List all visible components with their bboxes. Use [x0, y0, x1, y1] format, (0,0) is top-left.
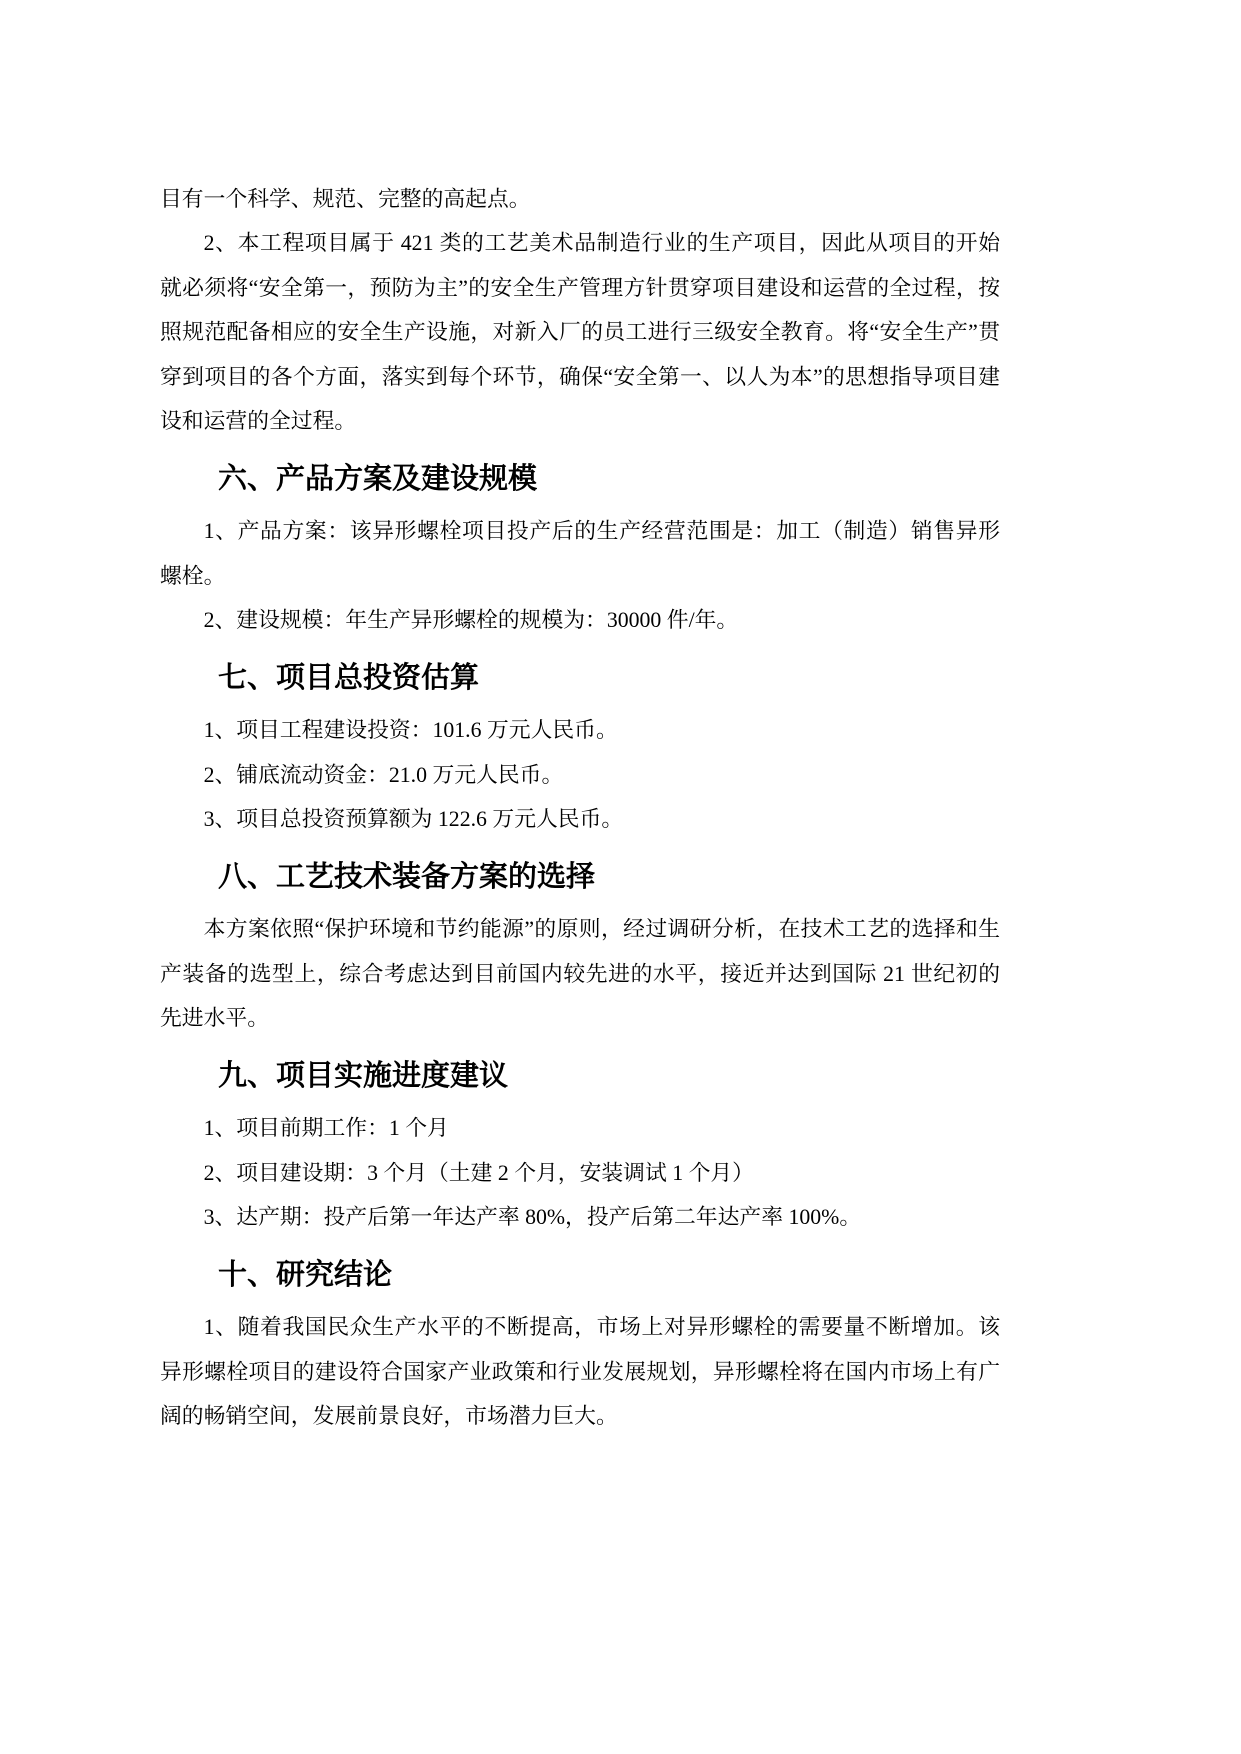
section-product-plan: [160, 457, 1000, 643]
paragraph-line: 异形螺栓项目的建设符合国家产业政策和行业发展规划，异形螺栓将在国内市场上有广: [160, 1359, 1000, 1384]
paragraph-line: 就必须将“安全第一，预防为主”的安全生产管理方针贯穿项目建设和运营的全过程，按: [160, 275, 1000, 300]
safety-paragraph: [160, 221, 1000, 444]
section-heading: 九、项目实施进度建议: [218, 1060, 509, 1093]
paragraph: [160, 1106, 1000, 1151]
paragraph-line: 目有一个科学、规范、完整的高起点。: [160, 186, 531, 211]
paragraph: [160, 907, 1000, 1041]
paragraph: [160, 1305, 1000, 1439]
paragraph: [160, 509, 1000, 598]
paragraph-line: 穿到项目的各个方面，落实到每个环节，确保“安全第一、以人为本”的思想指导项目建: [160, 364, 1000, 389]
page-content: [160, 177, 1000, 1439]
paragraph-line: 1、项目前期工作：1 个月: [203, 1116, 449, 1141]
paragraph-line: 阔的畅销空间，发展前景良好，市场潜力巨大。: [160, 1404, 618, 1429]
paragraph: [160, 598, 1000, 643]
paragraph: [160, 753, 1000, 798]
paragraph-line: 3、项目总投资预算额为 122.6 万元人民币。: [203, 807, 624, 832]
paragraph: [160, 797, 1000, 842]
paragraph-line: 2、本工程项目属于 421 类的工艺美术品制造行业的生产项目，因此从项目的开始: [203, 231, 1000, 256]
paragraph: [160, 1151, 1000, 1196]
section-technology-equipment: [160, 855, 1000, 1041]
paragraph-line: 2、项目建设期：3 个月（土建 2 个月，安装调试 1 个月）: [203, 1160, 754, 1185]
section-conclusion: [160, 1253, 1000, 1439]
paragraph-line: 2、建设规模：年生产异形螺栓的规模为：30000 件/年。: [203, 608, 739, 633]
section-heading: 十、研究结论: [218, 1259, 393, 1292]
paragraph: [160, 1195, 1000, 1240]
paragraph-line: 1、随着我国民众生产水平的不断提高，市场上对异形螺栓的需要量不断增加。该: [203, 1315, 1000, 1340]
section-heading: 八、工艺技术装备方案的选择: [218, 861, 596, 894]
section-schedule: [160, 1054, 1000, 1240]
paragraph-line: 1、产品方案：该异形螺栓项目投产后的生产经营范围是：加工（制造）销售异形: [203, 519, 1000, 544]
paragraph-line: 照规范配备相应的安全生产设施，对新入厂的员工进行三级安全教育。将“安全生产”贯: [160, 320, 1000, 345]
paragraph-line: 3、达产期：投产后第一年达产率 80%，投产后第二年达产率 100%。: [203, 1205, 862, 1230]
paragraph-line: 本方案依照“保护环境和节约能源”的原则，经过调研分析，在技术工艺的选择和生: [203, 917, 1000, 942]
paragraph-line: 设和运营的全过程。: [160, 409, 357, 434]
paragraph: [160, 708, 1000, 753]
section-heading: 七、项目总投资估算: [218, 662, 480, 695]
section-heading: 六、产品方案及建设规模: [218, 463, 538, 496]
paragraph-line: 先进水平。: [160, 1006, 269, 1031]
paragraph-line: 产装备的选型上，综合考虑达到目前国内较先进的水平，接近并达到国际 21 世纪初的: [160, 961, 1000, 986]
paragraph-line: 螺栓。: [160, 563, 226, 588]
paragraph-line: 1、项目工程建设投资：101.6 万元人民币。: [203, 718, 618, 743]
continuation-paragraph: [160, 177, 1000, 222]
paragraph-line: 2、铺底流动资金：21.0 万元人民币。: [203, 762, 564, 787]
section-investment-estimate: [160, 656, 1000, 842]
